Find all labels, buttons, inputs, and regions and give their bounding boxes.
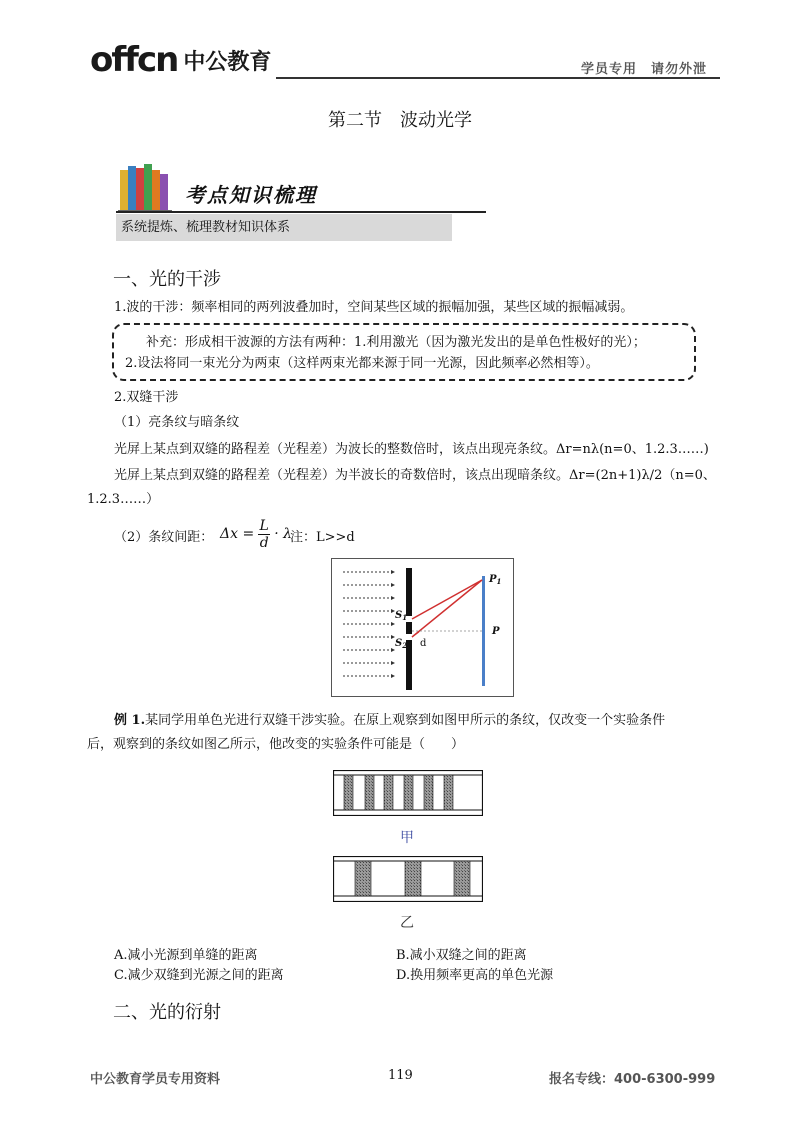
header-rule (276, 77, 720, 79)
banner-heading: 考点知识梳理 (185, 183, 317, 207)
formula-lhs: Δx = (220, 526, 255, 542)
barrier-top (406, 568, 412, 616)
banner-subtitle: 系统提炼、梳理教材知识体系 (116, 214, 452, 241)
label-s1: $S_1$ (395, 610, 408, 622)
example-label: 例 1. (114, 713, 146, 728)
logo-english: offcn (90, 40, 178, 80)
fringe-pattern-b (333, 856, 483, 902)
formula-denominator: d (259, 534, 269, 551)
example-1-line2: 后，观察到的条纹如图乙所示，他改变的实验条件可能是（ ） (87, 737, 465, 752)
example-text-line1: 某同学用单色光进行双缝干涉实验。在原上观察到如图甲所示的条纹，仅改变一个实验条件 (145, 713, 666, 728)
option-b: B.减小双缝之间的距离 (396, 948, 527, 963)
option-c: C.减少双缝到光源之间的距离 (114, 968, 284, 983)
paragraph-dark-fringe-line1: 光屏上某点到双缝的路程差（光程差）为半波长的奇数倍时，该点出现暗条纹。Δr=(2n+1)λ/2（n=0、 (114, 468, 716, 483)
page-number: 119 (388, 1068, 413, 1083)
footer-hotline: 报名专线：400-6300-999 (549, 1072, 716, 1087)
example-1-line1 (114, 711, 665, 731)
fringe-spacing-note: 注：L>>d (290, 530, 355, 545)
figure-b-caption: 乙 (400, 915, 414, 931)
formula-numerator: L (259, 517, 269, 534)
brand-logo (90, 36, 271, 80)
paragraph-double-slit: 2.双缝干涉 (114, 390, 179, 405)
supplement-line-1: 补充：形成相干波源的方法有两种：1.利用激光（因为激光发出的是单色性极好的光）； (146, 335, 646, 350)
books-icon (118, 160, 172, 214)
header-tag: 学员专用 请勿外泄 (581, 62, 708, 77)
fringe-spacing-formula (220, 514, 292, 554)
option-d: D.换用频率更高的单色光源 (396, 968, 554, 983)
page-title: 第二节 波动光学 (328, 110, 472, 131)
paragraph-bright-fringe: 光屏上某点到双缝的路程差（光程差）为波长的整数倍时，该点出现亮条纹。Δr=nλ(n=0、1.2.3……) (114, 442, 709, 457)
label-p: P (492, 626, 500, 637)
footer-left: 中公教育学员专用资料 (90, 1072, 221, 1087)
formula-rhs: · λ (274, 526, 292, 542)
fringe-pattern-a (333, 770, 483, 816)
barrier-middle (406, 622, 412, 634)
option-a: A.减小光源到单缝的距离 (114, 948, 258, 963)
figure-a-caption: 甲 (400, 830, 414, 846)
fringe-spacing-label: （2）条纹间距： (114, 530, 214, 545)
paragraph-wave-interference: 1.波的干涉：频率相同的两列波叠加时，空间某些区域的振幅加强，某些区域的振幅减弱。 (114, 300, 634, 315)
logo-chinese: 中公教育 (183, 50, 272, 75)
label-s2: $S_2$ (395, 638, 408, 650)
banner-rule (116, 211, 486, 213)
section-heading-diffraction: 二、光的衍射 (113, 1002, 221, 1023)
double-slit-diagram (331, 558, 515, 698)
section-heading-interference: 一、光的干涉 (113, 269, 221, 290)
label-d: d (420, 638, 427, 649)
label-p1: $P_1$ (489, 574, 502, 586)
screen (482, 576, 485, 686)
paragraph-bright-dark: （1）亮条纹与暗条纹 (114, 415, 240, 430)
supplement-line-2: 2.设法将同一束光分为两束（这样两束光都来源于同一光源，因此频率必然相等）。 (125, 356, 599, 371)
formula-fraction (258, 518, 270, 551)
paragraph-dark-fringe-line2: 1.2.3……） (87, 492, 160, 507)
